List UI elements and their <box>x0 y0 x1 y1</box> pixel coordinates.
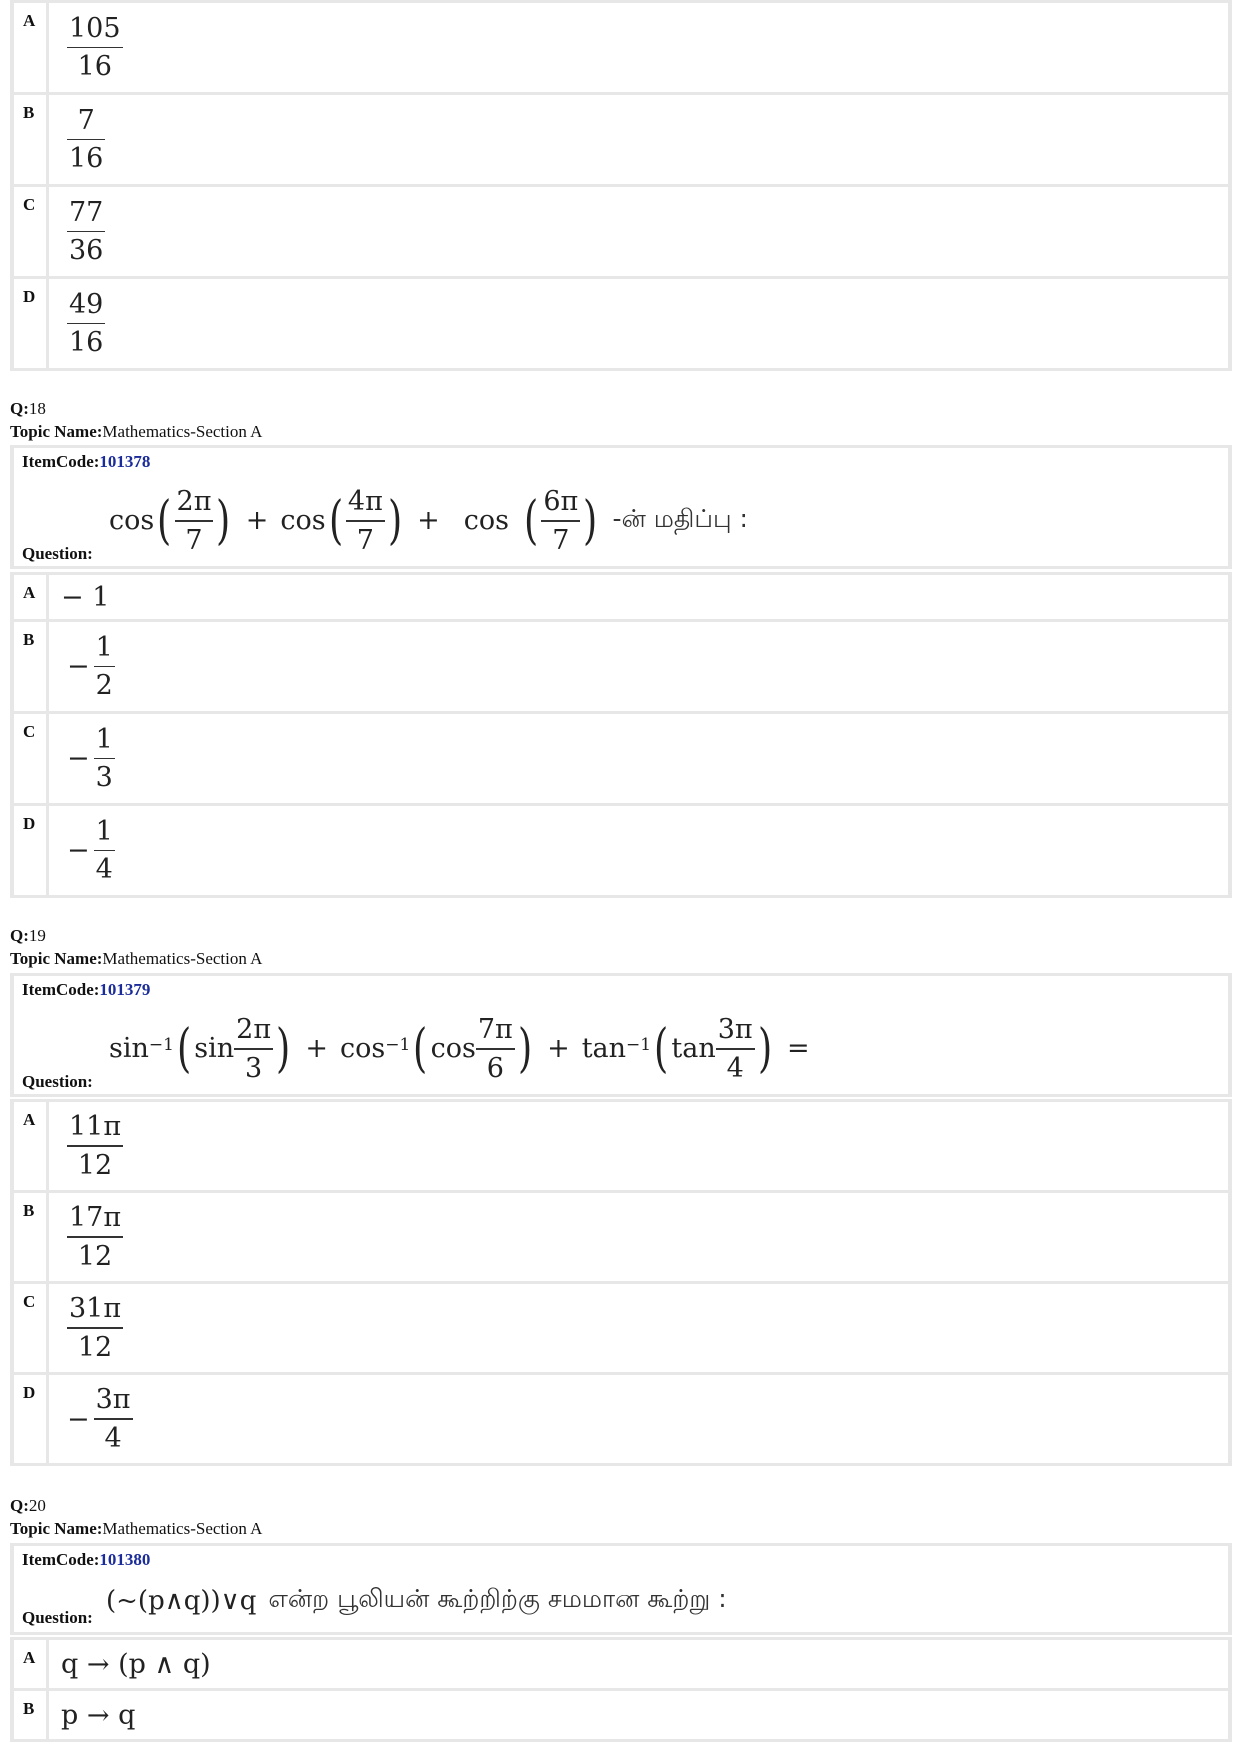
denominator: 3 <box>95 762 113 794</box>
function-name: cos <box>340 1033 386 1065</box>
question-number: 18 <box>28 399 46 418</box>
fraction <box>476 1014 515 1084</box>
numerator: 31π <box>69 1293 122 1325</box>
fraction <box>175 486 214 556</box>
denominator: 16 <box>77 51 112 83</box>
option-row <box>14 806 1228 895</box>
numerator: 105 <box>69 12 121 44</box>
q20-question-box <box>10 1543 1232 1635</box>
item-code-value: 101379 <box>99 980 151 999</box>
numerator: 11π <box>69 1111 122 1143</box>
numerator: 7π <box>477 1014 513 1045</box>
item-code <box>22 452 150 472</box>
option-content <box>49 1691 1228 1739</box>
option-content <box>49 187 1228 276</box>
question-number: 19 <box>28 926 46 945</box>
denominator: 3 <box>245 1052 263 1084</box>
minus-sign: − <box>67 651 90 682</box>
minus-sign: − <box>67 1403 90 1435</box>
q18-options <box>10 572 1232 898</box>
q-label: Q: <box>10 399 29 418</box>
question-expression <box>106 1584 727 1617</box>
function-name: sin <box>194 1033 235 1065</box>
function-name: cos <box>109 505 155 537</box>
fraction <box>67 105 105 175</box>
option-letter: B <box>14 1193 46 1281</box>
option-letter: D <box>14 1375 46 1463</box>
fraction <box>94 1384 133 1454</box>
option-letter: A <box>14 1102 46 1190</box>
option-row <box>14 714 1228 803</box>
inverse-exponent: −1 <box>385 1034 411 1055</box>
q19-question-box <box>10 973 1232 1097</box>
option-content <box>49 575 1228 619</box>
denominator: 4 <box>104 1422 122 1454</box>
fraction <box>94 632 115 702</box>
item-code-value: 101378 <box>99 452 151 471</box>
denominator: 16 <box>69 143 104 175</box>
question-expression: sin −1 ( sin $\frac{2\pi}{3}$ ) + cos −1 ( cos $\frac{7\pi}{6}$ ) + tan −1 ( tan $\frac{3\pi}{4}$ ) = <box>109 1014 810 1084</box>
denominator: 2 <box>95 670 113 702</box>
plus-sign: + <box>245 505 269 537</box>
inverse-exponent: −1 <box>626 1034 652 1055</box>
q20-options <box>10 1637 1232 1742</box>
item-code-label: ItemCode: <box>22 980 100 999</box>
plus-sign: + <box>417 505 440 537</box>
numerator: 17π <box>69 1202 122 1234</box>
fraction <box>67 197 105 267</box>
function-name: cos <box>430 1033 476 1065</box>
function-name: cos <box>280 505 326 537</box>
denominator: 36 <box>69 235 104 267</box>
question-text-tamil: என்ற பூலியன் கூற்றிற்கு சமமான கூற்று : <box>268 1584 727 1613</box>
option-letter: C <box>14 187 46 276</box>
denominator: 6 <box>486 1052 504 1084</box>
q18-question-box <box>10 445 1232 569</box>
fraction <box>67 1111 123 1181</box>
option-letter: B <box>14 95 46 184</box>
denominator: 12 <box>77 1149 113 1181</box>
option-value: q → (p ∧ q) <box>61 1648 211 1680</box>
function-name: cos <box>463 505 510 537</box>
option-row <box>14 279 1228 368</box>
item-code-label: ItemCode: <box>22 1550 100 1569</box>
denominator: 7 <box>356 524 374 556</box>
numerator: 1 <box>95 723 113 755</box>
item-code-label: ItemCode: <box>22 452 100 471</box>
item-code <box>22 980 150 1000</box>
numerator: 3π <box>95 1384 131 1416</box>
option-row <box>14 1375 1228 1463</box>
fraction <box>67 289 105 359</box>
topic-name: Mathematics-Section A <box>102 422 263 441</box>
option-value: − 1 <box>61 581 110 613</box>
fraction <box>94 816 115 886</box>
option-row <box>14 1102 1228 1190</box>
numerator: 4π <box>347 486 383 517</box>
option-content <box>49 3 1228 92</box>
question-text-tamil: -ன் மதிப்பு : <box>612 504 748 534</box>
option-row <box>14 187 1228 276</box>
fraction <box>346 486 385 556</box>
denominator: 12 <box>77 1331 113 1363</box>
option-row <box>14 575 1228 619</box>
option-letter: A <box>14 575 46 619</box>
minus-sign: − <box>67 835 90 866</box>
option-content <box>49 806 1228 895</box>
option-content <box>49 714 1228 803</box>
question-label: Question: <box>22 1608 93 1627</box>
topic-label: Topic Name: <box>10 422 103 441</box>
numerator: 3π <box>717 1014 753 1045</box>
option-content <box>49 1284 1228 1372</box>
q-label: Q: <box>10 926 29 945</box>
numerator: 7 <box>77 104 95 136</box>
numerator: 49 <box>69 288 104 320</box>
option-letter: B <box>14 622 46 711</box>
item-code-value: 101380 <box>99 1550 151 1569</box>
q18-header <box>10 397 262 443</box>
denominator: 7 <box>552 524 570 556</box>
q19-options <box>10 1099 1232 1466</box>
option-letter: C <box>14 1284 46 1372</box>
q19-header <box>10 924 262 970</box>
topic-label: Topic Name: <box>10 1519 103 1538</box>
fraction <box>541 486 580 556</box>
question-number: 20 <box>28 1496 46 1515</box>
denominator: 16 <box>69 327 104 359</box>
option-letter: C <box>14 714 46 803</box>
denominator: 7 <box>185 524 203 556</box>
option-content <box>49 1193 1228 1281</box>
item-code <box>22 1550 150 1570</box>
plus-sign: + <box>305 1033 328 1065</box>
option-letter: D <box>14 279 46 368</box>
fraction <box>67 1293 123 1363</box>
option-row <box>14 1193 1228 1281</box>
question-label: Question: <box>22 544 93 563</box>
fraction <box>94 724 115 794</box>
option-row <box>14 95 1228 184</box>
fraction <box>67 1202 123 1272</box>
numerator: 2π <box>236 1014 272 1045</box>
option-value: p → q <box>61 1699 136 1731</box>
equals-sign: = <box>786 1033 810 1065</box>
q-label: Q: <box>10 1496 29 1515</box>
option-row <box>14 1691 1228 1739</box>
option-row <box>14 1640 1228 1688</box>
fraction <box>716 1014 755 1084</box>
numerator: 2π <box>176 486 212 517</box>
topic-label: Topic Name: <box>10 949 103 968</box>
numerator: 1 <box>95 631 113 663</box>
option-letter: A <box>14 1640 46 1688</box>
question-label: Question: <box>22 1072 93 1091</box>
option-content <box>49 1640 1228 1688</box>
option-letter: A <box>14 3 46 92</box>
numerator: 1 <box>95 815 113 847</box>
inverse-exponent: −1 <box>148 1034 174 1055</box>
fraction <box>67 13 123 83</box>
option-row <box>14 3 1228 92</box>
option-content <box>49 1102 1228 1190</box>
option-content <box>49 95 1228 184</box>
function-name: tan <box>671 1033 716 1065</box>
option-row <box>14 1284 1228 1372</box>
denominator: 12 <box>77 1240 113 1272</box>
q20-header <box>10 1494 262 1540</box>
option-letter: D <box>14 806 46 895</box>
option-content <box>49 622 1228 711</box>
function-name: tan <box>581 1033 627 1065</box>
question-expression: cos ( $\frac{2\pi}{7}$ ) + cos ( $\frac{4\pi}{7}$ ) + cos ( $\frac{6\pi}{7}$ ) -ன் மதிப்பு : <box>109 486 748 556</box>
option-row <box>14 622 1228 711</box>
option-letter: B <box>14 1691 46 1739</box>
option-content <box>49 279 1228 368</box>
numerator: 77 <box>69 196 104 228</box>
topic-name: Mathematics-Section A <box>102 1519 263 1538</box>
function-name: sin <box>109 1033 149 1065</box>
fraction <box>234 1014 273 1084</box>
topic-name: Mathematics-Section A <box>102 949 263 968</box>
denominator: 4 <box>726 1052 744 1084</box>
plus-sign: + <box>547 1033 570 1065</box>
denominator: 4 <box>95 854 113 886</box>
boolean-expression: (~(p∧q))∨q <box>106 1585 257 1616</box>
minus-sign: − <box>67 743 90 774</box>
q17-options <box>10 0 1232 371</box>
option-content <box>49 1375 1228 1463</box>
numerator: 6π <box>543 486 579 517</box>
